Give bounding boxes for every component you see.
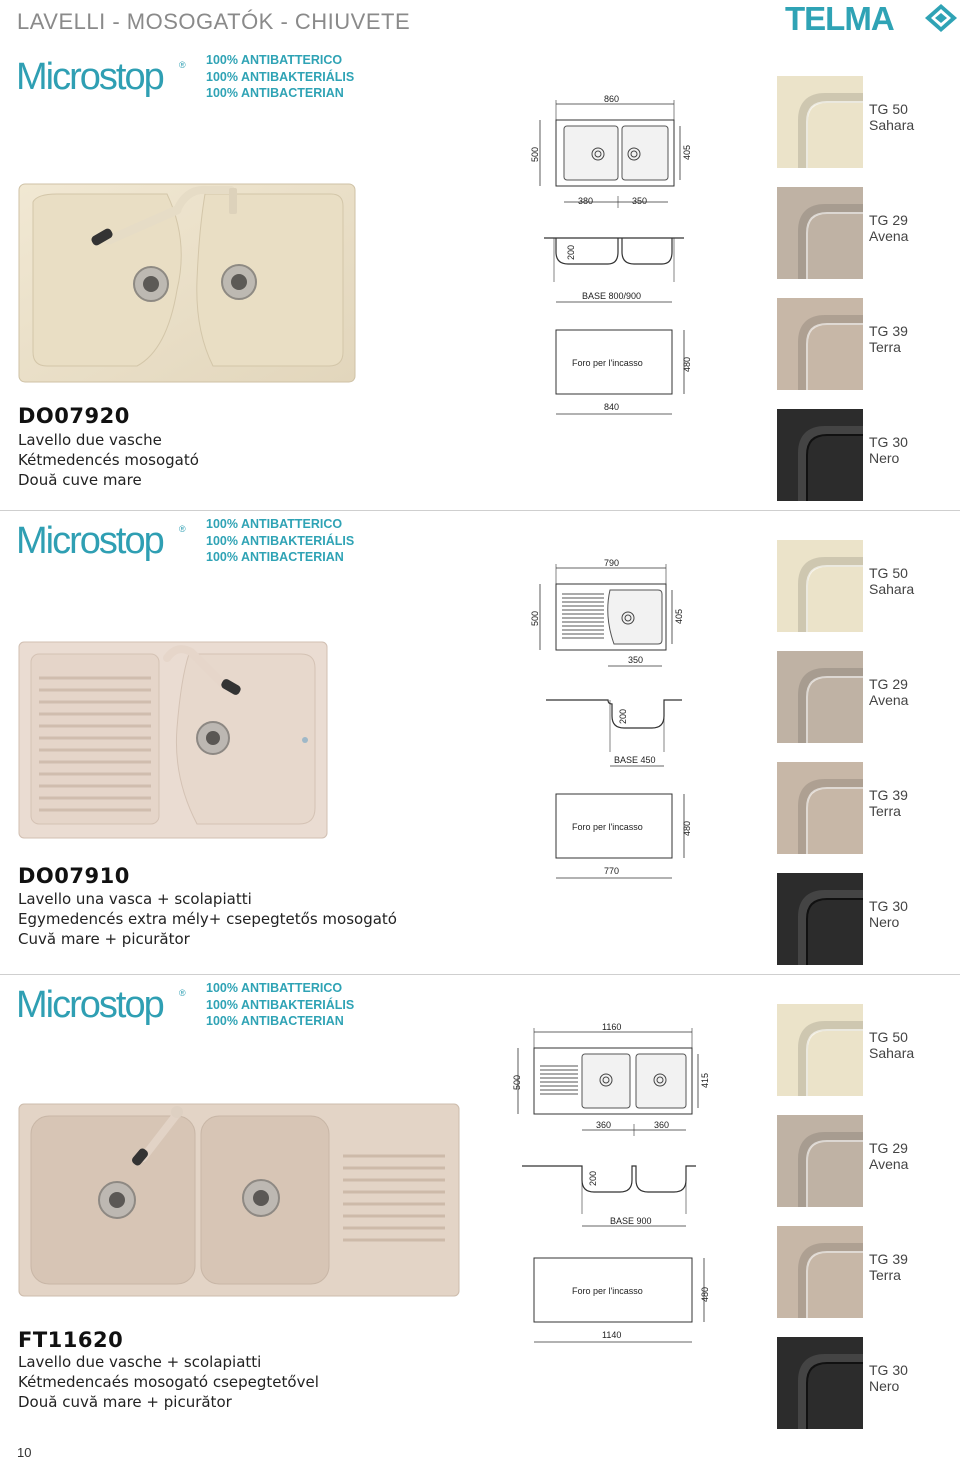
swatch-code: TG 29 [869,676,908,692]
svg-text:BASE 800/900: BASE 800/900 [582,291,642,301]
swatch-sample [777,1337,863,1429]
swatch-code: TG 30 [869,434,908,450]
desc-line-it: Lavello due vasche [18,431,162,449]
claim-ro: 100% ANTIBACTERIAN [206,1014,344,1028]
svg-text:860: 860 [604,94,620,104]
svg-text:BASE 450: BASE 450 [614,755,656,765]
desc-line-ro: Două cuvă mare + picurător [18,1393,232,1411]
antibacterial-claims [206,980,354,1030]
swatch-code: TG 30 [869,1362,908,1378]
swatch-label [869,1141,908,1172]
swatch-sample [777,1004,863,1096]
swatch-code: TG 29 [869,1140,908,1156]
page-title: LAVELLI - MOSOGATÓK - CHIUVETE [17,9,411,34]
swatch-sample [777,540,863,632]
claim-hu: 100% ANTIBAKTERIÁLIS [206,69,355,84]
swatch-sample [777,1226,863,1318]
svg-text:350: 350 [628,655,644,665]
svg-text:405: 405 [682,144,692,160]
desc-line-ro: Cuvă mare + picurător [18,930,190,948]
technical-drawing [500,1020,716,1360]
swatch-label [869,1252,908,1283]
desc-line-it: Lavello una vasca + scolapiatti [18,890,252,908]
svg-text:Foro per l'incasso: Foro per l'incasso [572,358,643,368]
product-code: FT11620 [18,1328,124,1352]
color-swatch [777,651,953,743]
svg-text:500: 500 [530,610,540,626]
svg-text:BASE 900: BASE 900 [610,1216,652,1226]
microstop-logo [16,518,191,562]
svg-text:480: 480 [682,356,692,372]
color-swatch [777,76,953,168]
product-description [18,430,199,490]
swatch-sample [777,651,863,743]
svg-text:200: 200 [588,1170,598,1186]
sink-photo [17,1100,461,1300]
claim-hu: 100% ANTIBAKTERIÁLIS [206,533,355,548]
swatch-name: Terra [869,802,901,819]
swatch-sample [777,409,863,501]
color-swatch [777,1004,953,1096]
svg-text:Foro per l'incasso: Foro per l'incasso [572,822,643,832]
color-swatch [777,409,953,501]
svg-text:1140: 1140 [602,1330,622,1340]
product-code: DO07920 [18,404,130,428]
swatch-label [869,677,908,708]
svg-text:360: 360 [654,1120,670,1130]
technical-drawing [512,92,702,432]
section-divider [0,974,960,975]
antibacterial-claims [206,516,354,566]
svg-text:480: 480 [700,1286,710,1302]
svg-text:Foro per l'incasso: Foro per l'incasso [572,1286,643,1296]
svg-text:200: 200 [618,708,628,724]
claim-it: 100% ANTIBATTERICO [206,981,343,995]
swatch-code: TG 29 [869,212,908,228]
swatch-name: Sahara [869,116,915,133]
svg-text:Microstop: Microstop [16,984,163,1026]
product-description [18,889,397,949]
svg-text:Microstop: Microstop [16,56,163,98]
svg-text:350: 350 [632,196,648,206]
swatch-name: Avena [869,691,909,708]
swatch-code: TG 50 [869,565,908,581]
svg-text:415: 415 [700,1072,710,1088]
swatch-code: TG 39 [869,1251,908,1267]
svg-text:380: 380 [578,196,594,206]
svg-text:770: 770 [604,866,620,876]
svg-text:1160: 1160 [602,1022,622,1032]
svg-text:®: ® [179,988,186,998]
color-swatch [777,298,953,390]
swatch-code: TG 30 [869,898,908,914]
desc-line-ro: Două cuve mare [18,471,142,489]
technical-drawing [512,556,702,896]
swatch-name: Nero [869,1377,900,1394]
swatch-sample [777,187,863,279]
color-swatch [777,1115,953,1207]
desc-line-it: Lavello due vasche + scolapiatti [18,1353,262,1371]
swatch-sample [777,1115,863,1207]
svg-text:480: 480 [682,820,692,836]
section-divider [0,510,960,511]
svg-text:840: 840 [604,402,620,412]
svg-text:®: ® [179,60,186,70]
swatch-code: TG 50 [869,101,908,117]
swatch-code: TG 39 [869,323,908,339]
sink-photo [17,638,331,842]
swatch-name: Nero [869,913,900,930]
swatch-label [869,566,914,597]
svg-text:790: 790 [604,558,620,568]
swatch-label [869,1363,908,1394]
svg-text:200: 200 [566,244,576,260]
swatch-name: Nero [869,449,900,466]
desc-line-hu: Kétmedencés mosogató [18,451,199,469]
swatch-code: TG 50 [869,1029,908,1045]
swatch-label [869,324,908,355]
claim-ro: 100% ANTIBACTERIAN [206,550,344,564]
swatch-name: Avena [869,1155,909,1172]
swatch-name: Sahara [869,1044,915,1061]
svg-text:500: 500 [512,1074,522,1090]
color-swatch [777,540,953,632]
svg-text:®: ® [179,524,186,534]
svg-text:TELMA: TELMA [785,2,894,34]
claim-it: 100% ANTIBATTERICO [206,517,343,531]
swatch-name: Terra [869,1266,901,1283]
microstop-logo [16,54,191,98]
svg-text:360: 360 [596,1120,612,1130]
product-code: DO07910 [18,864,130,888]
antibacterial-claims [206,52,354,102]
swatch-sample [777,76,863,168]
color-swatch [777,762,953,854]
claim-ro: 100% ANTIBACTERIAN [206,86,344,100]
svg-text:405: 405 [674,608,684,624]
swatch-sample [777,873,863,965]
swatch-label [869,102,914,133]
swatch-name: Sahara [869,580,915,597]
sink-photo [17,180,359,386]
swatch-label [869,1030,914,1061]
swatch-label [869,435,908,466]
claim-hu: 100% ANTIBAKTERIÁLIS [206,997,355,1012]
desc-line-hu: Kétmedencaés mosogató csepegtetővel [18,1373,319,1391]
swatch-label [869,213,908,244]
swatch-label [869,899,908,930]
color-swatch [777,873,953,965]
product-description [18,1352,319,1412]
desc-line-hu: Egymedencés extra mély+ csepegtetős mosogató [18,910,397,928]
microstop-logo [16,982,191,1026]
swatch-name: Terra [869,338,901,355]
svg-text:Microstop: Microstop [16,520,163,562]
color-swatch [777,1226,953,1318]
swatch-sample [777,762,863,854]
color-swatch [777,1337,953,1429]
swatch-label [869,788,908,819]
svg-text:500: 500 [530,146,540,162]
swatch-code: TG 39 [869,787,908,803]
color-swatch [777,187,953,279]
swatch-name: Avena [869,227,909,244]
swatch-sample [777,298,863,390]
claim-it: 100% ANTIBATTERICO [206,53,343,67]
telma-logo [785,2,957,34]
page-number: 10 [17,1445,32,1460]
